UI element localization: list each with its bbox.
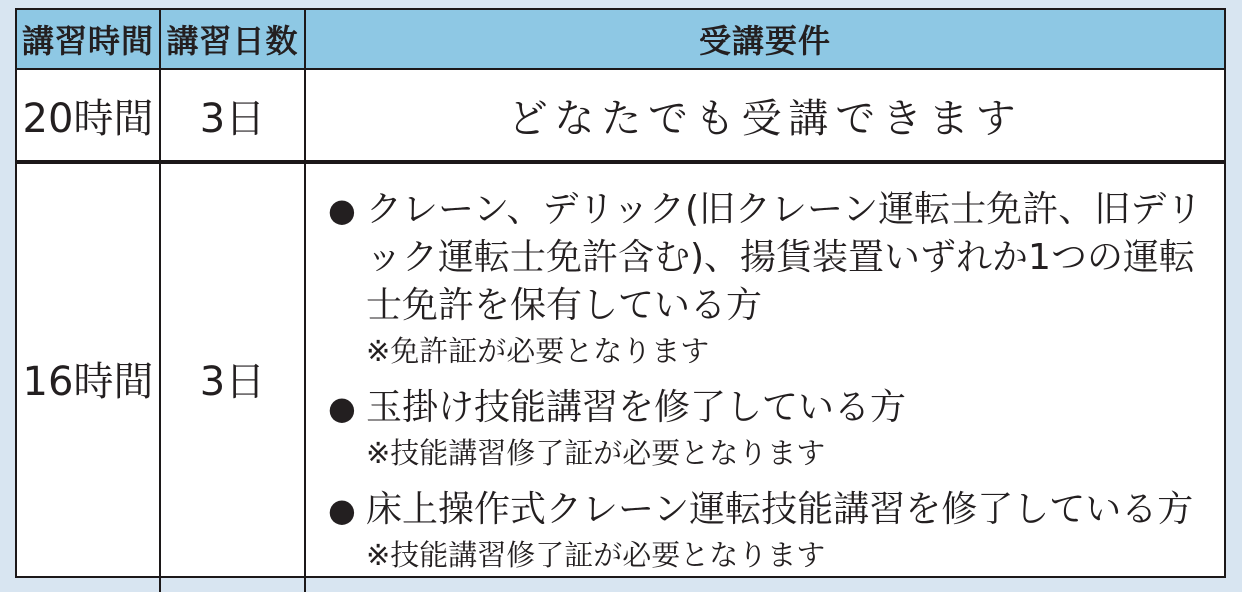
requirement-body	[366, 486, 1210, 576]
requirement-note: ※技能講習修了証が必要となります	[366, 436, 826, 470]
bullet-icon: ●	[328, 389, 356, 427]
requirement-body	[366, 384, 1210, 474]
row2-days: 3日	[161, 164, 306, 592]
bullet-icon: ●	[328, 191, 356, 229]
requirement-item	[328, 486, 1210, 576]
course-requirements-table	[15, 8, 1226, 578]
row1-hours: 20時間	[17, 70, 161, 164]
requirement-text: 床上操作式クレーン運転技能講習を修了している方	[366, 489, 1194, 530]
requirement-item	[328, 186, 1210, 372]
header-training-days: 講習日数	[161, 10, 306, 70]
row1-days: 3日	[161, 70, 306, 164]
row2-requirements-list	[306, 164, 1224, 592]
row1-requirement: どなたでも受講できます	[306, 70, 1224, 164]
header-attendance-requirements: 受講要件	[306, 10, 1224, 70]
requirement-item	[328, 384, 1210, 474]
requirement-note: ※技能講習修了証が必要となります	[366, 538, 826, 572]
row2-hours: 16時間	[17, 164, 161, 592]
requirement-note: ※免許証が必要となります	[366, 334, 710, 368]
header-training-hours: 講習時間	[17, 10, 161, 70]
bullet-icon: ●	[328, 491, 356, 529]
requirement-text: クレーン、デリック(旧クレーン運転士免許、旧デリック運転士免許含む)、揚貨装置いずれか1つの運転士免許を保有している方	[366, 189, 1203, 326]
requirement-text: 玉掛け技能講習を修了している方	[366, 387, 907, 428]
requirement-body	[366, 186, 1210, 372]
